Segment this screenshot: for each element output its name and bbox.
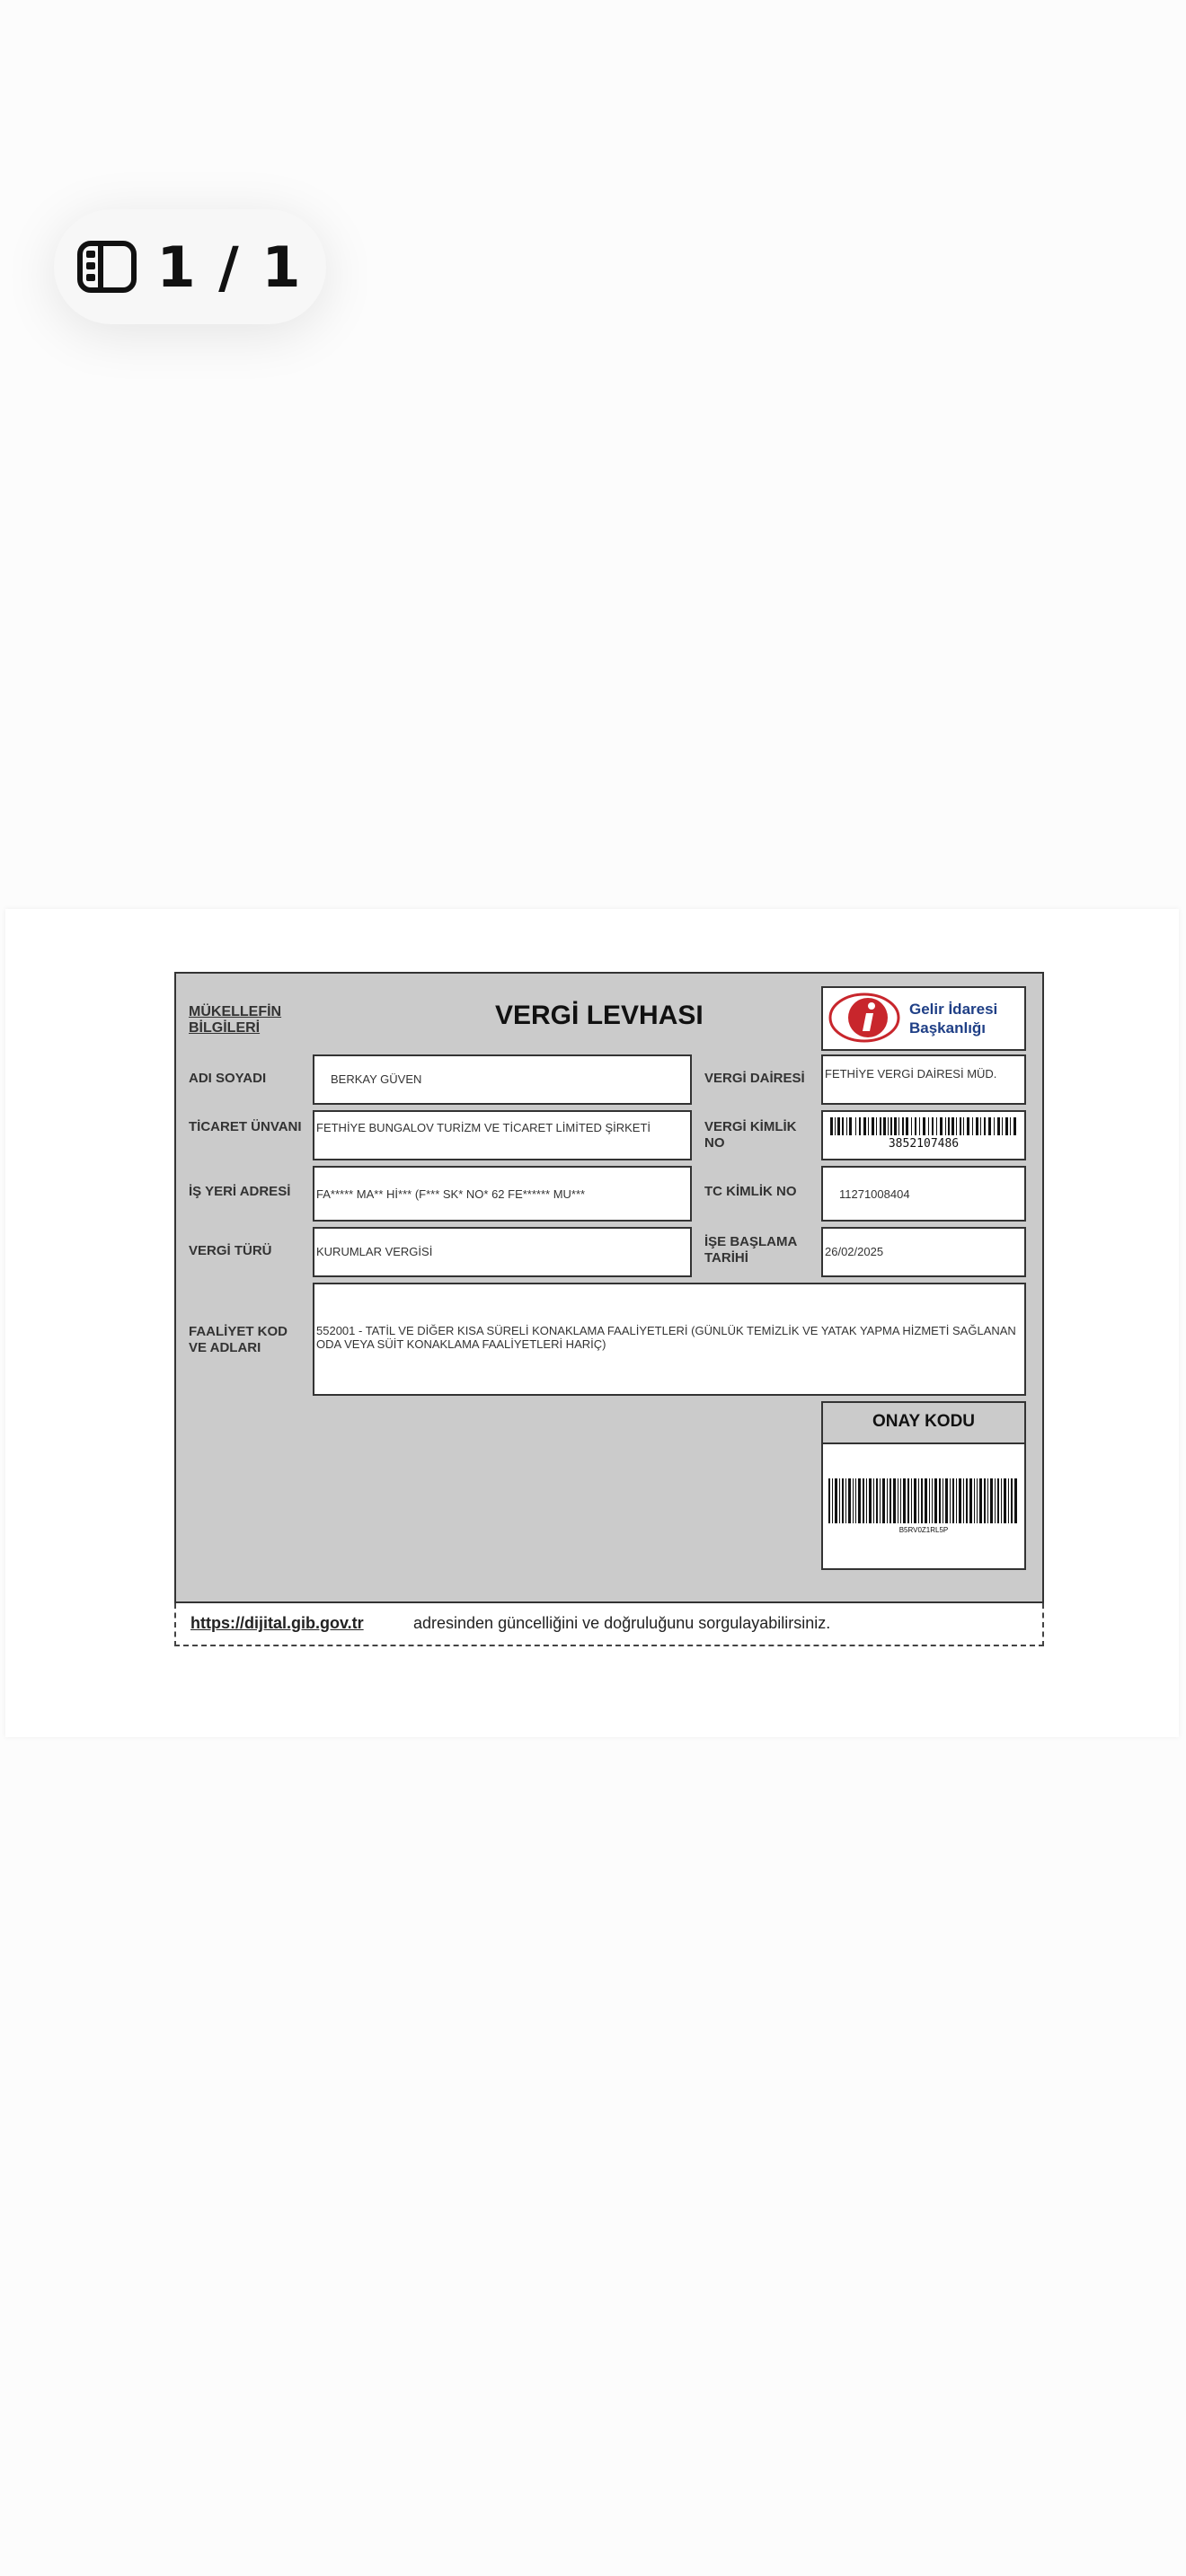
page-indicator[interactable] (54, 209, 326, 324)
logo-line-1: Gelir İdaresi (909, 1001, 998, 1018)
tc-id-label: TC KİMLİK NO (704, 1184, 797, 1199)
approval-code-box (821, 1442, 1026, 1570)
tax-id-barcode (830, 1117, 1019, 1135)
tax-id-number: 3852107486 (888, 1137, 960, 1151)
page-count: 1 / 1 (156, 234, 303, 300)
section-label: MÜKELLEFİN BİLGİLERİ (189, 1004, 282, 1036)
tc-id-field: 11271008404 (821, 1166, 1026, 1222)
trade-name-label: TİCARET ÜNVANI (189, 1119, 302, 1134)
approval-barcode (828, 1478, 1019, 1523)
tax-id-field (821, 1110, 1026, 1160)
address-field: FA***** MA** Hİ*** (F*** SK* NO* 62 FE****** MU*** (313, 1166, 692, 1222)
tax-id-label: VERGİ KİMLİK NO (704, 1119, 797, 1151)
document-title: VERGİ LEVHASI (495, 1001, 704, 1030)
tax-type-label: VERGİ TÜRÜ (189, 1243, 272, 1258)
tax-plate (174, 972, 1044, 1603)
approval-code-header: ONAY KODU (821, 1401, 1026, 1444)
verification-footer (174, 1603, 1044, 1646)
verification-text: adresinden güncelliğini ve doğruluğunu sorgulayabilirsiniz. (413, 1614, 831, 1632)
approval-code-text: B5RV0Z1RL5P (898, 1526, 949, 1534)
start-date-field: 26/02/2025 (821, 1227, 1026, 1277)
verification-link[interactable]: https://dijital.gib.gov.tr (190, 1614, 364, 1632)
name-label: ADI SOYADI (189, 1071, 267, 1086)
tax-office-label: VERGİ DAİRESİ (704, 1071, 805, 1086)
address-label: İŞ YERİ ADRESİ (189, 1184, 291, 1199)
tax-office-field: FETHİYE VERGİ DAİRESİ MÜD. (821, 1054, 1026, 1105)
trade-name-field: FETHİYE BUNGALOV TURİZM VE TİCARET LİMİTED ŞİRKETİ (313, 1110, 692, 1160)
document-page (5, 909, 1179, 1737)
tax-type-field: KURUMLAR VERGİSİ (313, 1227, 692, 1277)
document-pages-icon (77, 241, 137, 293)
activity-field: 552001 - TATİL VE DİĞER KISA SÜRELİ KONAKLAMA FAALİYETLERİ (GÜNLÜK TEMİZLİK VE YATAK YAPMA HİZMETİ SAĞLANAN ODA VEYA SÜİT KONAKLAMA FAALİYETLERİ HARİÇ) (313, 1283, 1026, 1396)
logo-line-2: Başkanlığı (909, 1019, 987, 1037)
activity-label: FAALİYET KOD VE ADLARI (189, 1324, 288, 1355)
name-field: BERKAY GÜVEN (313, 1054, 692, 1105)
start-date-label: İŞE BAŞLAMA TARİHİ (704, 1234, 797, 1266)
gib-logo (821, 986, 1026, 1051)
gib-logo-icon (828, 992, 900, 1046)
